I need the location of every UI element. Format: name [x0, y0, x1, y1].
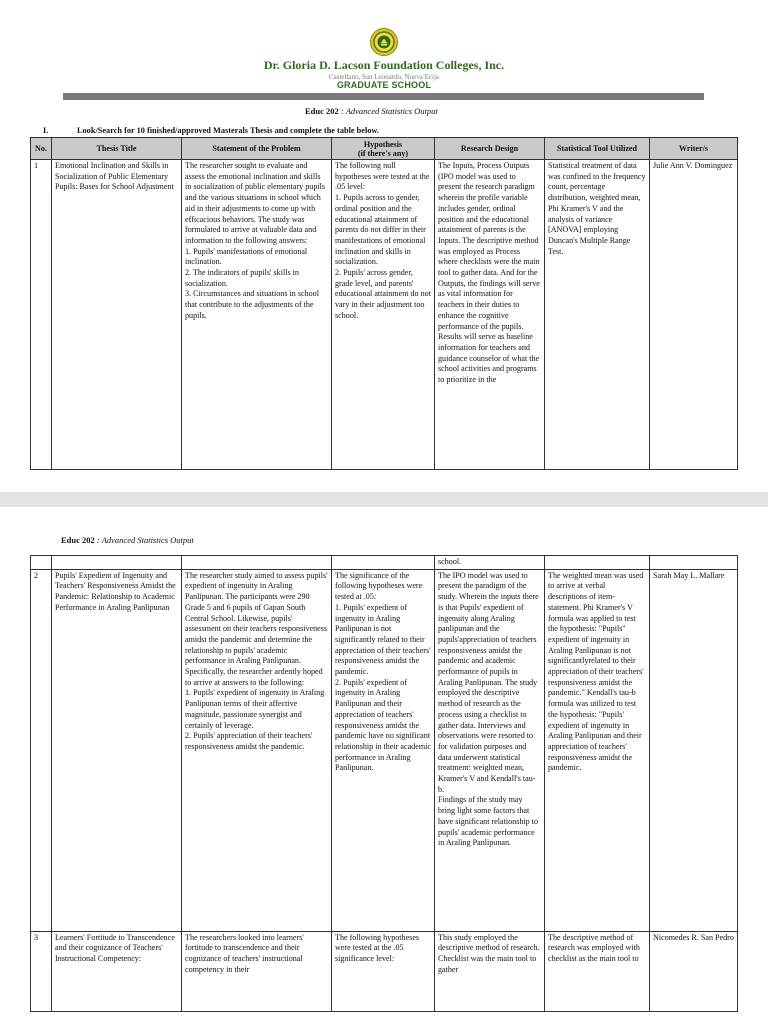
document-page-1: [0, 0, 768, 492]
table-row: [31, 931, 738, 1011]
cell-hypothesis: The following hypotheses were tested at the .05 significance level:: [332, 931, 435, 1011]
column-header-hypothesis: Hypothesis (if there's any): [332, 138, 435, 160]
cell-empty: [31, 556, 52, 570]
cell-tool: The descriptive method of research was employed with checklist as the main tool to: [545, 931, 650, 1011]
table-header-row: [31, 138, 738, 160]
cell-writer: Nicomedes R. San Pedro: [650, 931, 738, 1011]
cell-design-wrapper: [435, 160, 545, 470]
cell-tool: Statistical treatment of data was confined to the frequency count, percentage distribution, weighted mean, Phi Kramer's V and the analysis of variance [ANOVA] employing Duncan's Multiple Range Test.: [545, 160, 650, 470]
cell-problem: The researchers looked into learners' fortitude to transcendence and their cognizance of teachers' instructional competency in their: [182, 931, 332, 1011]
table-row-continuation: [31, 556, 738, 570]
cell-design: The IPO model was used to present the paradigm of the study. Wherein the inputs there is that Pupils' expedient of ingenuity along Araling panlipunan and the pupils'appreciation of teachers responsiveness amidst the pandemic and academic performance of pupils in Araling Panlipunan. The study employed the descriptive method of research as the process using a checklist to gather data. Interviews and observations were resorted to for validation purposes and data underwent statistical treatment: weighted mean, Kramer's V and Kendall's tau-b. Findings of the study may bring light some factors that have significant relationship to pupils' academic performance in Araling Panlipunan.: [438, 570, 539, 848]
cell-title: Pupils' Expedient of Ingenuity and Teachers' Responsiveness Amidst the Pandemic: Relationship to Academic Performance in Araling Panlipunan: [52, 569, 182, 931]
thesis-table-continued: [30, 555, 738, 1012]
column-header-problem: Statement of the Problem: [182, 138, 332, 160]
subject-line-page-2: [61, 535, 194, 545]
graduate-school-label: GRADUATE SCHOOL: [336, 80, 432, 90]
subject-code: Educ 202: [305, 106, 339, 116]
column-header-writer: Writer/s: [650, 138, 738, 160]
cell-title: Learners' Fortitude to Transcendence and their cognizance of Teachers' Instructional Competency:: [52, 931, 182, 1011]
subject-title: : Advanced Statistics Output: [96, 535, 194, 545]
cell-hypothesis: The following null hypotheses were tested at the .05 level: 1. Pupils across to gender, ordinal position and the educational attainment of parents do not differ in their manifestations of emotional inclination and skills in socialization. 2. Pupils' across gender, grade level, and parents' educational attainment do not vary in their adjustment too school.: [332, 160, 435, 470]
cell-problem: The researcher sought to evaluate and assess the emotional inclination and skills in socialization of public elementary pupils and the various situations in school which aid in their adjustments to come up with efficacious behaviors. The study was formulated to arrive at valuable data and information to the following answers: 1. Pupils' manifestations of emotional inclination. 2. The indicators of pupils' skills in socialization. 3. Circumstances and situations in school that contribute to the adjustments of the pupils.: [182, 160, 332, 470]
cell-empty: [650, 556, 738, 570]
institution-address: Castellano, San Leonardo, Nueva Ecija: [328, 73, 440, 81]
subject-line: [305, 106, 438, 116]
college-seal-logo: [370, 28, 398, 56]
cell-title: Emotional Inclination and Skills in Socialization of Public Elementary Pupils: Bases for School Adjustment: [52, 160, 182, 470]
document-page-2: [0, 507, 768, 1024]
cell-tool: The weighted mean was used to arrive at verbal descriptions of item-statement. Phi Kramer's V formula was applied to test the hypothesis: "Pupils'' expedient of ingenuity in Araling Panlipunan is not significantlyrelated to their appreciation of their teachers' responsiveness amidst the pandemic." Kendall's tau-b formula was utilized to test the hypothesis: "Pupils' expedient of ingenuity in Araling Panlipunan and their appreciation of teachers' responsiveness amidst the pandemic.: [545, 569, 650, 931]
institution-name: Dr. Gloria D. Lacson Foundation Colleges, Inc.: [263, 58, 505, 72]
cell-no: 3: [31, 931, 52, 1011]
column-header-title: Thesis Title: [52, 138, 182, 160]
table-row: [31, 569, 738, 931]
column-header-tool: Statistical Tool Utilized: [545, 138, 650, 160]
cell-design-continuation: school.: [435, 556, 545, 570]
subject-code: Educ 202: [61, 535, 95, 545]
column-header-design: Research Design: [435, 138, 545, 160]
cell-writer: Sarah May L. Mallare: [650, 569, 738, 931]
subject-title: : Advanced Statistics Output: [340, 106, 438, 116]
cell-empty: [182, 556, 332, 570]
cell-writer: Julie Ann V. Dominguez: [650, 160, 738, 470]
cell-no: 2: [31, 569, 52, 931]
cell-empty: [52, 556, 182, 570]
cell-empty: [332, 556, 435, 570]
cell-design: This study employed the descriptive method of research. Checklist was the main tool to gather: [435, 931, 545, 1011]
cell-design: The Inputs, Process Outputs (IPO model was used to present the research paradigm wherein the profile variable includes gender, ordinal position and the educational attainment of parents is the Inputs. The descriptive method was employed as Process where checklists were the main tool to gather data. And for the Outputs, the findings will serve as vital information for teachers in their duties to enhance the cognitive performance of the pupils. Results will serve as baseline information for teachers and guidance counselor of what the school activities and programs to prioritize in the: [438, 161, 540, 385]
cell-hypothesis: The significance of the following hypotheses were tested at .05: 1. Pupils' expedient of ingenuity in Araling Panlipunan is not significantly related to their appreciation of their teachers' responsiveness amidst the pandemic. 2. Pupils' expedient of ingenuity in Araling Panlipunan and their appreciation of teachers' responsiveness amidst the pandemic have no significant relationship in their academic performance in Araling Panlipunan.: [332, 569, 435, 931]
cell-design-wrapper: [435, 569, 545, 931]
cell-problem: The researcher study aimed to assess pupils' expedient of ingenuity in Araling Panlipunan. The participants were 290 Grade 5 and 6 pupils of Gapan South Central School. Likewise, pupils' assessment on their teachers responsiveness amidst the pandemic and determine the relationship to pupils' academic performance in Araling Panlipunan. Specifically, the researcher ardently hoped to arrive at answers to the following: 1. Pupils' expedient of ingenuity in Araling Panlipunan terms of their affective magnitude, passionate synergist and certainly of leverage. 2. Pupils' appreciation of their teachers' responsiveness amidst the pandemic.: [182, 569, 332, 931]
table-row: [31, 160, 738, 470]
cell-empty: [545, 556, 650, 570]
thesis-table: [30, 137, 738, 470]
instruction-number: I.: [43, 126, 49, 135]
column-header-no: No.: [31, 138, 52, 160]
cell-no: 1: [31, 160, 52, 470]
instruction-text: Look/Search for 10 finished/approved Masterals Thesis and complete the table below.: [77, 126, 380, 135]
instruction-line: [43, 126, 379, 135]
header-divider-bar: [63, 93, 704, 100]
